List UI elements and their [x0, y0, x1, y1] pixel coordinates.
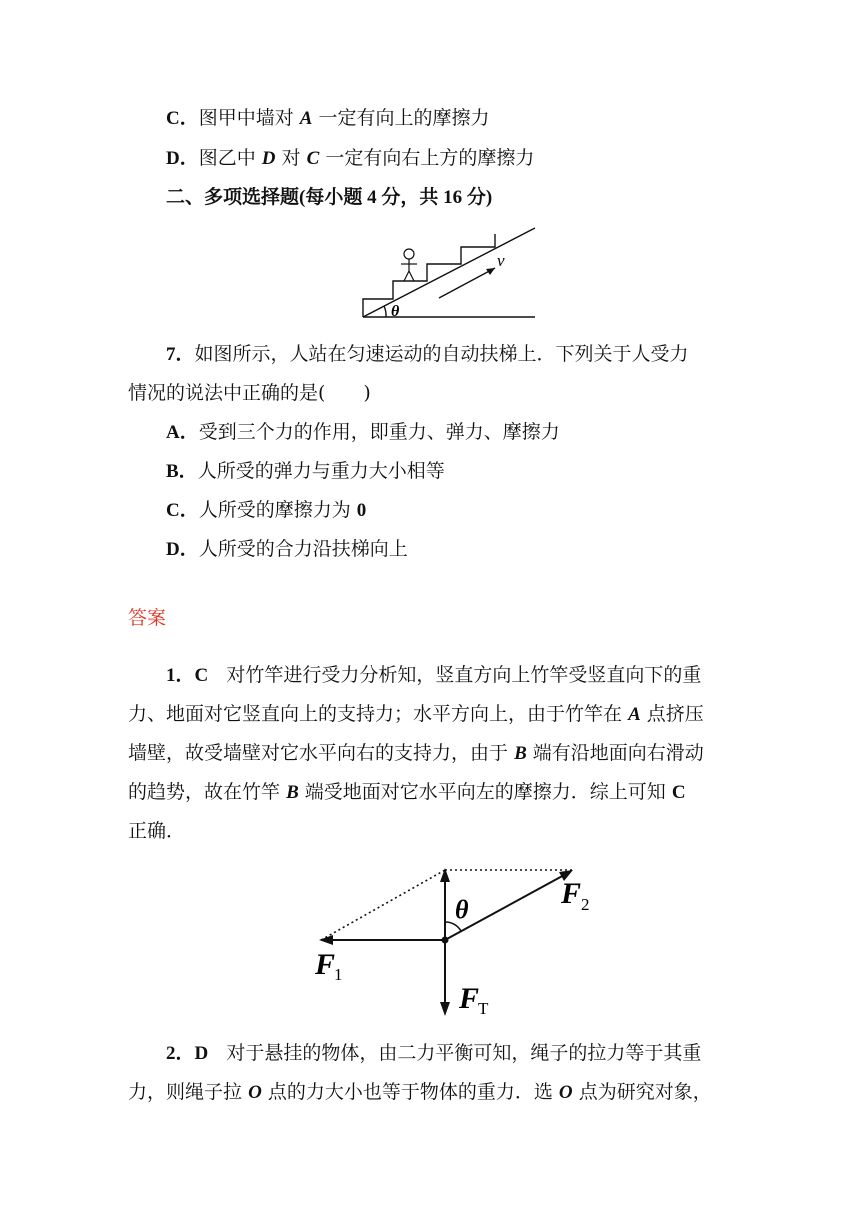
section-heading-pre: 二、多项选择题(每小题 — [166, 187, 363, 208]
q7-option-a-label: A． — [166, 422, 199, 443]
answer2-text2b: 点的力大小也等于物体的重力．选 — [267, 1081, 553, 1103]
q7-option-d — [166, 537, 408, 562]
answer1-line2 — [128, 702, 704, 727]
answer1-line5: 正确． — [128, 820, 186, 842]
answer2-line1 — [166, 1041, 701, 1066]
option-c-label: C． — [166, 108, 199, 129]
option-c-text-pre: 图甲中墙对 — [198, 107, 294, 129]
answer2-var-o2: O — [558, 1082, 573, 1103]
q7-option-c-zero: 0 — [356, 500, 367, 521]
option-d-var1: D — [261, 148, 276, 169]
origin-point — [442, 937, 449, 944]
ft-label: F — [459, 982, 480, 1015]
answer1-text3a: 墙壁，故受墙壁对它水平向右的支持力，由于 — [128, 742, 509, 764]
incline-line — [363, 228, 535, 317]
answer2-text1: 对于悬挂的物体，由二力平衡可知，绳子的拉力等于其重 — [226, 1042, 702, 1064]
section-heading-mid: 分，共 — [381, 187, 439, 208]
f2-subscript: 2 — [581, 895, 590, 914]
escalator-steps — [363, 234, 495, 317]
answer2-number: 2．D — [166, 1043, 209, 1064]
section-heading-n1: 4 — [367, 187, 377, 208]
answer1-var-b2: B — [286, 782, 299, 803]
q7-stem-line1 — [166, 342, 689, 367]
option-d-text-pre: 图乙中 — [198, 147, 256, 169]
q7-option-b — [166, 459, 445, 484]
answer1-number: 1．C — [166, 665, 209, 686]
q7-option-c-label: C． — [166, 500, 199, 521]
option-d-var2: C — [306, 148, 320, 169]
answer1-line1 — [166, 663, 701, 688]
ft-subscript: T — [478, 999, 489, 1018]
section-heading — [166, 186, 492, 210]
q7-option-c — [166, 498, 366, 523]
option-d-text-mid: 对 — [281, 147, 301, 169]
answer1-text2a: 力、地面对它竖直向上的支持力；水平方向上，由于竹竿在 — [128, 703, 623, 725]
person-icon — [401, 249, 417, 281]
force-diagram — [305, 858, 615, 1026]
answer1-var-b: B — [514, 743, 527, 764]
answer2-text2c: 点为研究对象， — [578, 1081, 712, 1103]
q7-stem-line2: 情况的说法中正确的是( ) — [128, 382, 371, 404]
option-d-label: D． — [166, 148, 199, 169]
parallelogram-dotted-left — [321, 870, 445, 940]
ft-arrowhead — [440, 1002, 450, 1016]
answer1-line4 — [128, 780, 686, 805]
answer1-line3 — [128, 741, 704, 766]
answer2-line2 — [128, 1080, 712, 1105]
answer1-var-a: A — [628, 704, 641, 725]
q7-number: 7． — [166, 344, 195, 365]
q7-option-a-text: 受到三个力的作用，即重力、弹力、摩擦力 — [198, 421, 560, 443]
answer-heading: 答案 — [128, 607, 167, 629]
answer1-text2b: 点挤压 — [646, 703, 704, 725]
option-d-text-post: 一定有向右上方的摩擦力 — [325, 147, 535, 169]
f1-subscript: 1 — [334, 965, 343, 984]
velocity-arrow — [439, 268, 495, 298]
q7-option-d-text: 人所受的合力沿扶梯向上 — [198, 538, 408, 560]
answer2-text2a: 力，则绳子拉 — [128, 1081, 243, 1103]
up-arrowhead — [440, 868, 450, 882]
theta-label: θ — [391, 303, 400, 320]
q7-option-b-label: B． — [166, 461, 198, 482]
f2-label: F — [561, 877, 582, 910]
answer1-text4b: 端受地面对它水平向左的摩擦力．综上可知 — [304, 781, 666, 803]
section-heading-n2: 16 — [443, 187, 463, 208]
option-c-var: A — [299, 108, 313, 129]
q7-option-d-label: D． — [166, 539, 199, 560]
escalator-figure — [355, 224, 545, 324]
section-heading-post: 分) — [466, 187, 493, 208]
answer1-text4a: 的趋势，故在竹竿 — [128, 781, 281, 803]
theta-label: θ — [455, 895, 469, 924]
answer1-var-c: C — [671, 782, 686, 803]
q7-option-c-text: 人所受的摩擦力为 — [198, 499, 351, 521]
answer1-text3b: 端有沿地面向右滑动 — [532, 742, 704, 764]
option-c-line — [166, 106, 490, 131]
answer2-var-o1: O — [248, 1082, 262, 1103]
option-c-text-post: 一定有向上的摩擦力 — [318, 107, 490, 129]
q7-stem-text1: 如图所示，人站在匀速运动的自动扶梯上．下列关于人受力 — [194, 343, 689, 365]
f1-label: F — [315, 948, 336, 981]
q7-option-a — [166, 420, 560, 445]
q7-option-b-text: 人所受的弹力与重力大小相等 — [197, 460, 445, 482]
option-d-line — [166, 146, 534, 171]
answer1-text1: 对竹竿进行受力分析知，竖直方向上竹竿受竖直向下的重 — [226, 664, 702, 686]
theta-arc — [384, 306, 386, 317]
velocity-label: v — [497, 251, 505, 270]
